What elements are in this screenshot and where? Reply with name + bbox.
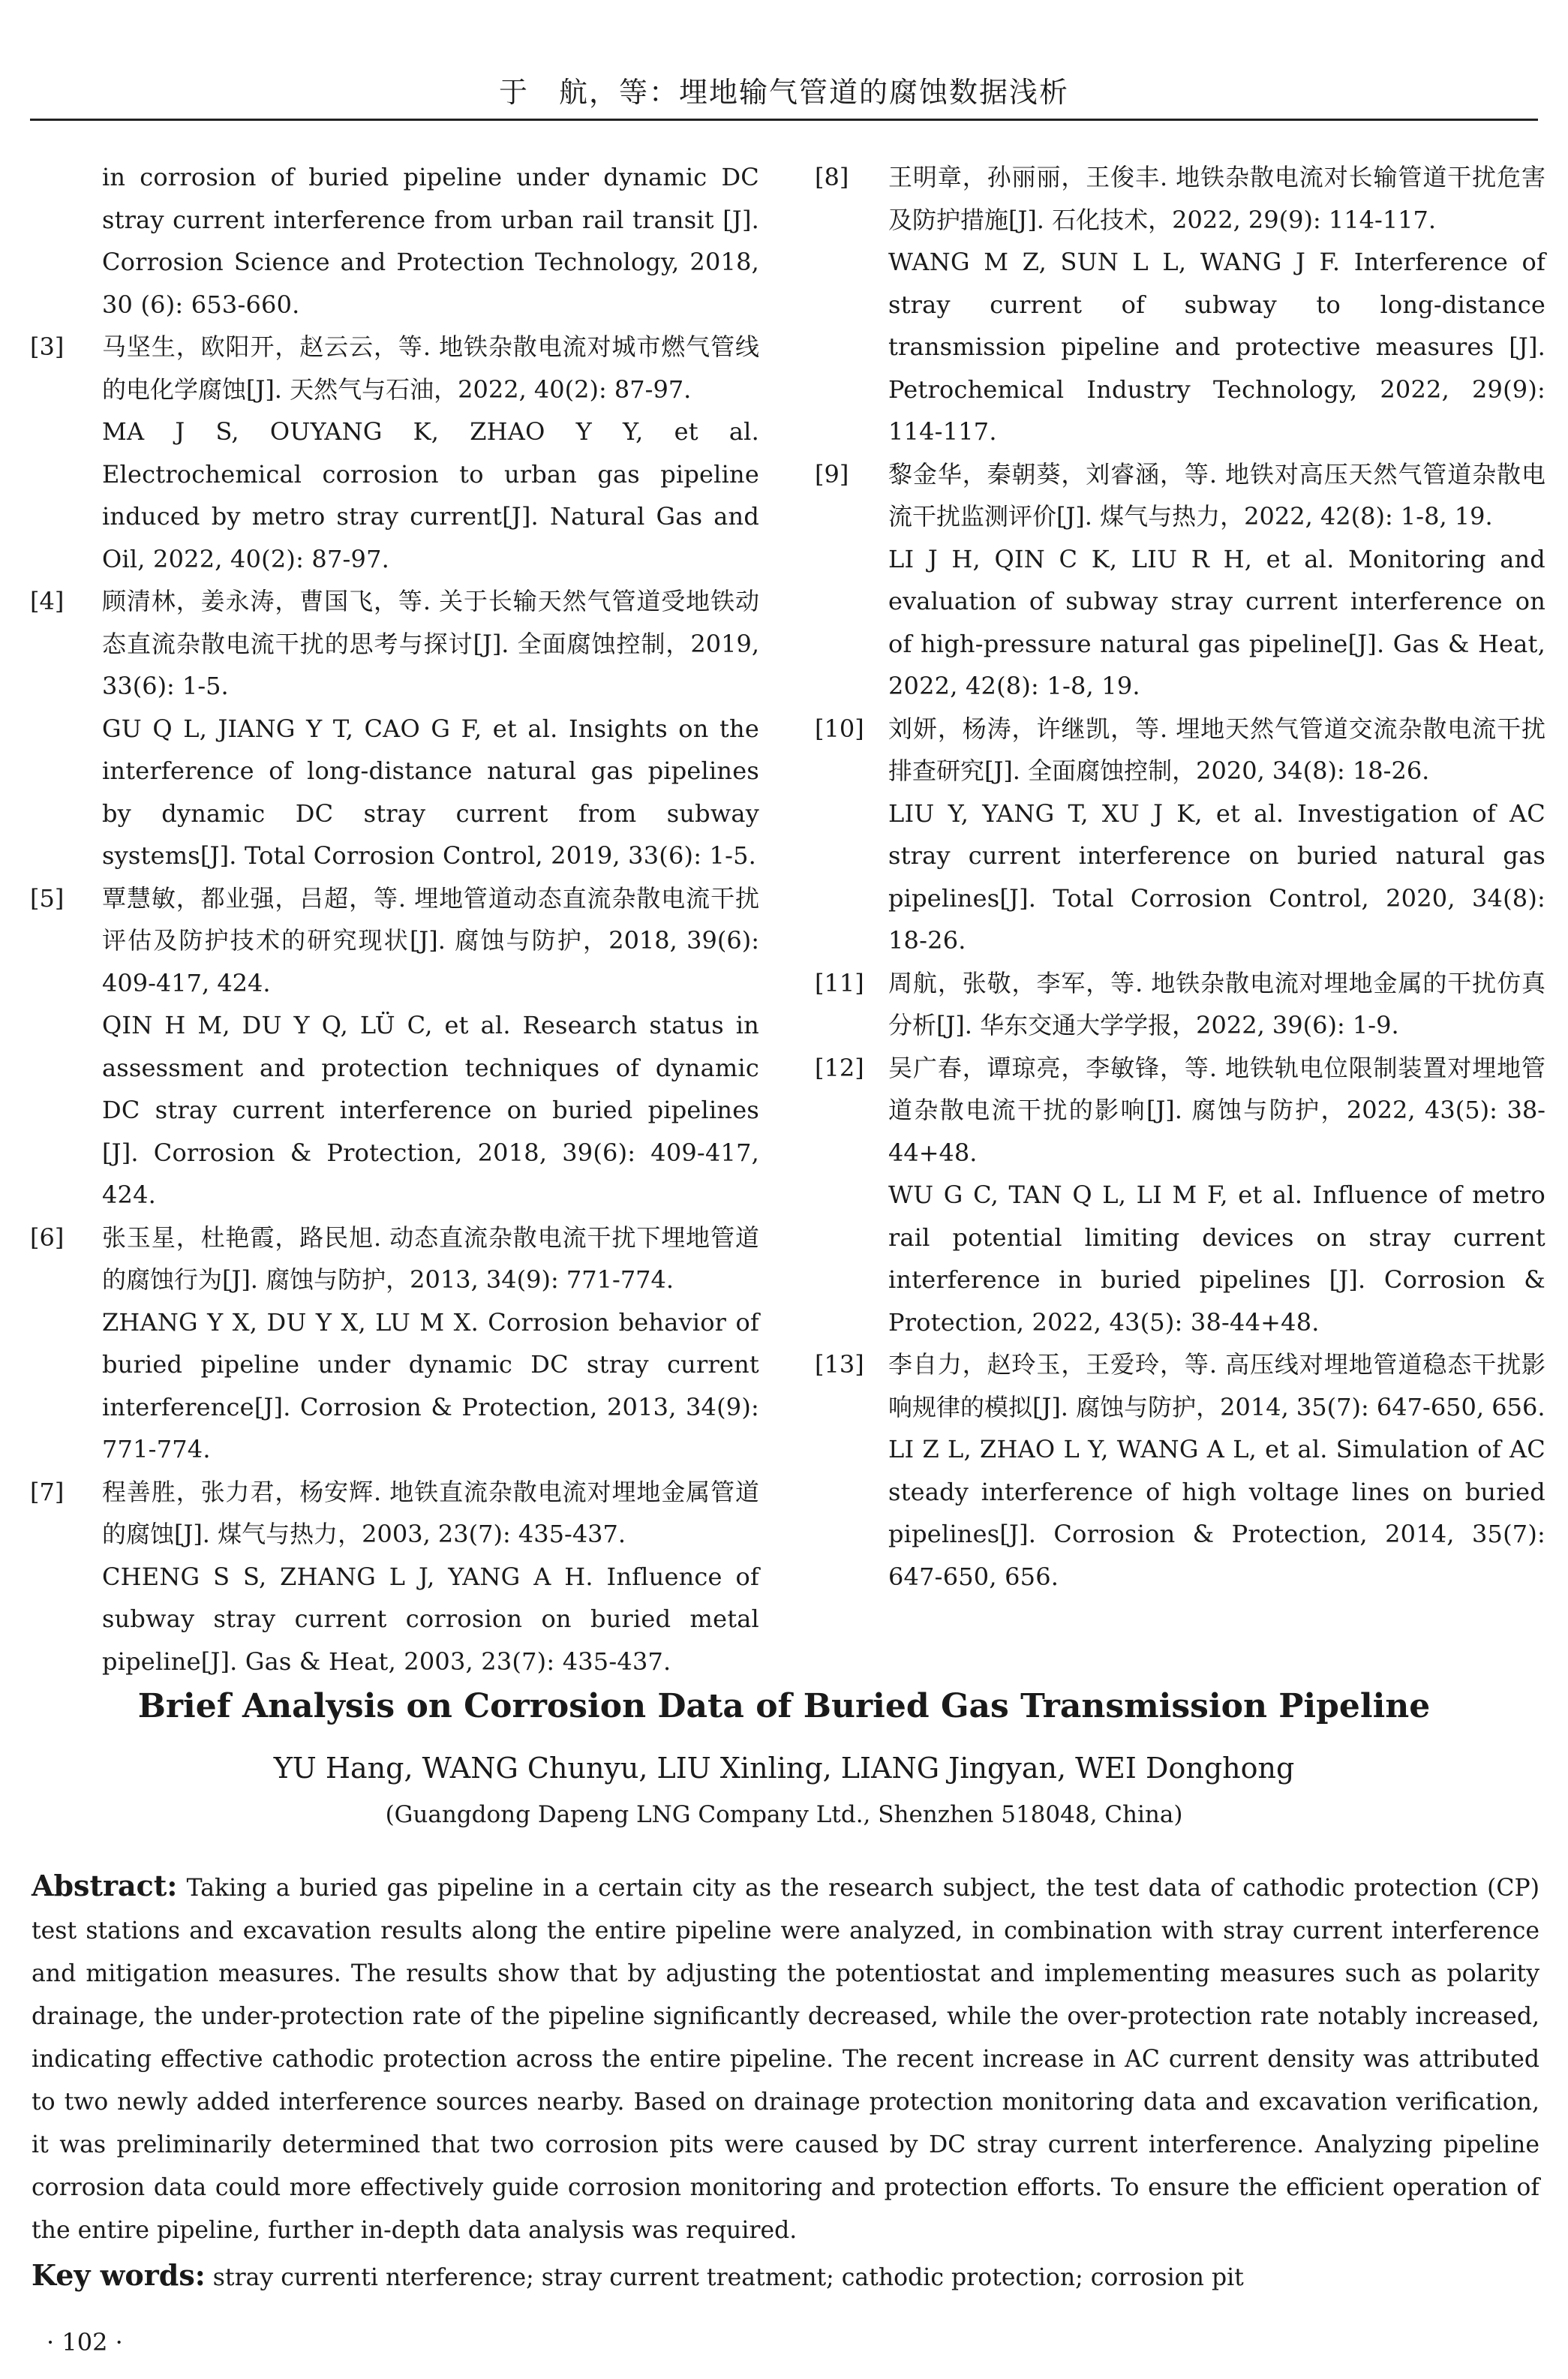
reference-number: [11]	[815, 968, 864, 997]
reference-en: GU Q L, JIANG Y T, CAO G F, et al. Insights on the interference of long-distance natural gas pipelines by dynamic DC stray current from subway systems[J]. Total Corrosion Control, 2019, 33(6): 1-5.	[102, 714, 759, 870]
affiliation: (Guangdong Dapeng LNG Company Ltd., Shenzhen 518048, China)	[385, 1801, 1183, 1828]
reference-item	[30, 580, 759, 877]
reference-number: [8]	[815, 163, 849, 191]
reference-item	[815, 708, 1545, 962]
reference-cn: 刘妍，杨涛，许继凯，等. 埋地天然气管道交流杂散电流干扰排查研究[J]. 全面腐蚀控制，2020, 34(8): 18-26.	[888, 714, 1545, 785]
reference-cn: 周航，张敬，李军，等. 地铁杂散电流对埋地金属的干扰仿真分析[J]. 华东交通大学学报，2022, 39(6): 1-9.	[888, 968, 1545, 1039]
running-header	[30, 0, 1538, 121]
reference-cn: 马坚生，欧阳开，赵云云，等. 地铁杂散电流对城市燃气管线的电化学腐蚀[J]. 天然气与石油，2022, 40(2): 87-97.	[102, 332, 759, 404]
reference-item	[815, 962, 1545, 1047]
reference-en: QIN H M, DU Y Q, LÜ C, et al. Research status in assessment and protection techniques of dynamic DC stray current interference on buried pipelines [J]. Corrosion & Protection, 2018, 39(6): 409-417, 424.	[102, 1011, 759, 1209]
reference-item	[30, 1471, 759, 1683]
reference-cn: 吴广春，谭琼亮，李敏锋，等. 地铁轨电位限制装置对埋地管道杂散电流干扰的影响[J]. 腐蚀与防护，2022, 43(5): 38-44+48.	[888, 1053, 1545, 1167]
reference-number: [10]	[815, 714, 864, 743]
reference-cn: 顾清林，姜永涛，曹国飞，等. 关于长输天然气管道受地铁动态直流杂散电流干扰的思考与探讨[J]. 全面腐蚀控制，2019, 33(6): 1-5.	[102, 587, 759, 700]
reference-en: LI J H, QIN C K, LIU R H, et al. Monitoring and evaluation of subway stray current interference on of high-pressure natural gas pipeline[J]. Gas & Heat, 2022, 42(8): 1-8, 19.	[888, 544, 1545, 700]
reference-number: [7]	[30, 1477, 65, 1506]
reference-number: [13]	[815, 1350, 864, 1379]
keywords-text: stray currenti nterference; stray current treatment; cathodic protection; corrosion pit	[212, 2264, 1244, 2291]
reference-item	[30, 326, 759, 580]
reference-item	[815, 1047, 1545, 1344]
keywords-label: Key words:	[32, 2258, 206, 2292]
reference-cn: 黎金华，秦朝葵，刘睿涵，等. 地铁对高压天然气管道杂散电流干扰监测评价[J]. 煤气与热力，2022, 42(8): 1-8, 19.	[888, 459, 1545, 531]
reference-cn: 王明章，孙丽丽，王俊丰. 地铁杂散电流对长输管道干扰危害及防护措施[J]. 石化技术，2022, 29(9): 114-117.	[888, 163, 1545, 234]
reference-column-left	[30, 156, 759, 1683]
reference-en: LIU Y, YANG T, XU J K, et al. Investigation of AC stray current interference on buried natural gas pipelines[J]. Total Corrosion Control, 2020, 34(8): 18-26.	[888, 799, 1545, 955]
reference-list	[30, 156, 1545, 1676]
reference-cn: 程善胜，张力君，杨安辉. 地铁直流杂散电流对埋地金属管道的腐蚀[J]. 煤气与热力，2003, 23(7): 435-437.	[102, 1477, 759, 1548]
reference-item	[30, 877, 759, 1217]
reference-number: [12]	[815, 1053, 864, 1082]
reference-number: [9]	[815, 459, 849, 489]
reference-item	[815, 156, 1545, 453]
reference-en: WANG M Z, SUN L L, WANG J F. Interference of stray current of subway to long-distance transmission pipeline and protective measures [J]. Petrochemical Industry Technology, 2022, 29(9): 114-117.	[888, 248, 1545, 446]
reference-column-right	[815, 156, 1545, 1598]
page-number: · 102 ·	[47, 2328, 123, 2356]
reference-number: [5]	[30, 883, 65, 913]
reference-number: [6]	[30, 1223, 65, 1252]
reference-item	[815, 1343, 1545, 1598]
abstract-label: Abstract:	[32, 1869, 178, 1902]
reference-item	[815, 453, 1545, 708]
running-title: 于 航，等：埋地输气管道的腐蚀数据浅析	[498, 76, 1069, 109]
reference-en: WU G C, TAN Q L, LI M F, et al. Influence of metro rail potential limiting devices on stray current interference in buried pipelines [J]. Corrosion & Protection, 2022, 43(5): 38-44+48.	[888, 1180, 1545, 1337]
reference-en: LI Z L, ZHAO L Y, WANG A L, et al. Simulation of AC steady interference of high voltage lines on buried pipelines[J]. Corrosion & Protection, 2014, 35(7): 647-650, 656.	[888, 1435, 1545, 1591]
reference-number: [4]	[30, 587, 65, 615]
reference-en: MA J S, OUYANG K, ZHAO Y Y, et al. Electrochemical corrosion to urban gas pipeline induced by metro stray current[J]. Natural Gas and Oil, 2022, 40(2): 87-97.	[102, 417, 759, 573]
reference-en-continued: in corrosion of buried pipeline under dynamic DC stray current interference from urban rail transit [J]. Corrosion Science and Protection Technology, 2018, 30 (6): 653-660.	[102, 163, 759, 319]
reference-en: ZHANG Y X, DU Y X, LU M X. Corrosion behavior of buried pipeline under dynamic DC stray current interference[J]. Corrosion & Protection, 2013, 34(9): 771-774.	[102, 1307, 759, 1463]
article-title: Brief Analysis on Corrosion Data of Buried Gas Transmission Pipeline	[137, 1687, 1431, 1725]
abstract-text: Taking a buried gas pipeline in a certain city as the research subject, the test data of cathodic protection (CP) test stations and excavation results along the entire pipeline were analyzed, in combination with stray current interference and mitigation measures. The results show that by adjusting the potentiostat and implementing measures such as polarity drainage, the under-protection rate of the pipeline significantly decreased, while the over-protection rate notably increased, indicating effective cathodic protection across the entire pipeline. The recent increase in AC current density was attributed to two newly added interference sources nearby. Based on drainage protection monitoring data and excavation verification, it was preliminarily determined that two corrosion pits were caused by DC stray current interference. Analyzing pipeline corrosion data could more effectively guide corrosion monitoring and protection efforts. To ensure the efficient operation of the entire pipeline, further in-depth data analysis was required.	[32, 1875, 1540, 2244]
reference-cn: 覃慧敏，都业强，吕超，等. 埋地管道动态直流杂散电流干扰评估及防护技术的研究现状[J]. 腐蚀与防护，2018, 39(6): 409-417, 424.	[102, 883, 759, 997]
reference-item	[30, 1217, 759, 1471]
reference-number: [3]	[30, 332, 65, 361]
reference-cn: 张玉星，杜艳霞，路民旭. 动态直流杂散电流干扰下埋地管道的腐蚀行为[J]. 腐蚀与防护，2013, 34(9): 771-774.	[102, 1223, 759, 1294]
author-list: YU Hang, WANG Chunyu, LIU Xinling, LIANG Jingyan, WEI Donghong	[273, 1752, 1295, 1785]
abstract	[32, 1864, 1539, 2252]
reference-en: CHENG S S, ZHANG L J, YANG A H. Influence of subway stray current corrosion on buried metal pipeline[J]. Gas & Heat, 2003, 23(7): 435-437.	[102, 1562, 759, 1676]
reference-item	[30, 156, 759, 326]
keywords	[32, 2254, 1539, 2299]
reference-cn: 李自力，赵玲玉，王爱玲，等. 高压线对埋地管道稳态干扰影响规律的模拟[J]. 腐蚀与防护，2014, 35(7): 647-650, 656.	[888, 1350, 1545, 1421]
